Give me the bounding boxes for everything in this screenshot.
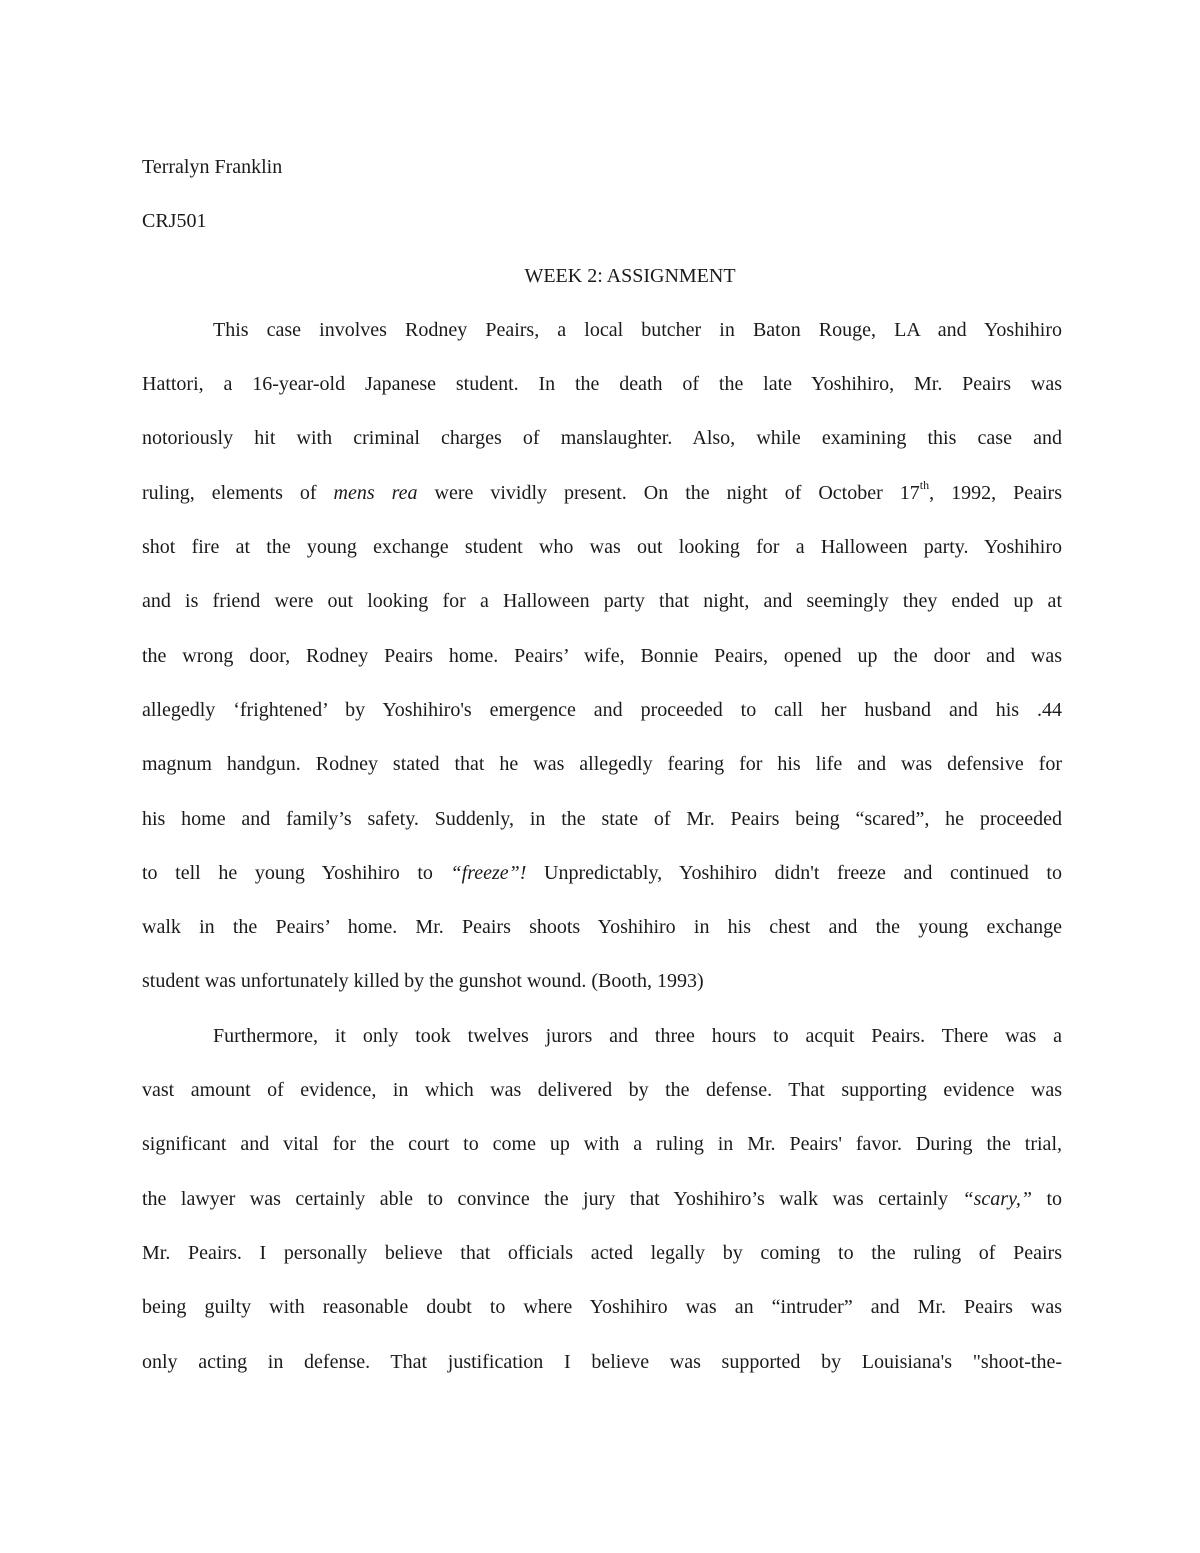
paragraph-1-line: his home and family’s safety. Suddenly, in the state of Mr. Peairs being “scared”, he proceeded [142,807,1062,830]
text-run: to [1031,1187,1062,1210]
ordinal-superscript: th [919,478,930,493]
course-code: CRJ501 [142,210,207,233]
text-run: , 1992, Peairs [929,481,1062,504]
italic-term: mens rea [333,481,418,504]
paragraph-2-line: significant and vital for the court to come up with a ruling in Mr. Peairs' favor. During the trial, [142,1133,1062,1156]
author-name: Terralyn Franklin [142,156,283,178]
paragraph-2-line: being guilty with reasonable doubt to where Yoshihiro was an “intruder” and Mr. Peairs was [142,1296,1062,1319]
paragraph-1-line: shot fire at the young exchange student who was out looking for a Halloween party. Yoshihiro [142,536,1062,559]
assignment-title [142,249,1062,303]
paragraph-2 [142,1009,1062,1389]
paragraph-2-line: Furthermore, it only took twelves jurors and three hours to acquit Peairs. There was a [213,1024,1062,1047]
text-run: Unpredictably, Yoshihiro didn't freeze and continued to [526,861,1062,884]
paragraph-2-line [142,1172,1062,1226]
paragraph-1-line: Hattori, a 16-year-old Japanese student. In the death of the late Yoshihiro, Mr. Peairs was [142,373,1062,396]
paragraph-2-line: vast amount of evidence, in which was delivered by the defense. That supporting evidence was [142,1079,1062,1102]
paragraph-1-line: student was unfortunately killed by the gunshot wound. (Booth, 1993) [142,970,704,993]
paragraph-1-line [142,466,1062,520]
italic-quote: “freeze”! [450,861,527,884]
assignment-title-text: WEEK 2: ASSIGNMENT [524,264,736,287]
text-run: were vividly present. On the night of October 17 [417,481,920,504]
paragraph-1-line: and is friend were out looking for a Halloween party that night, and seemingly they ended up at [142,590,1062,613]
paragraph-1-line: walk in the Peairs’ home. Mr. Peairs shoots Yoshihiro in his chest and the young exchange [142,916,1062,939]
paragraph-1-line: This case involves Rodney Peairs, a local butcher in Baton Rouge, LA and Yoshihiro [213,318,1062,341]
text-run: to tell he young Yoshihiro to [142,861,451,884]
paragraph-1-line: allegedly ‘frightened’ by Yoshihiro's emergence and proceeded to call her husband and his .44 [142,698,1062,721]
text-run: ruling, elements of [142,481,334,504]
italic-quote: “scary,” [962,1187,1032,1210]
paragraph-1-line: the wrong door, Rodney Peairs home. Peairs’ wife, Bonnie Peairs, opened up the door and was [142,644,1062,667]
document-body [142,140,1062,1389]
paragraph-2-line: only acting in defense. That justification I believe was supported by Louisiana's "shoot-the- [142,1350,1062,1373]
paragraph-1-line: notoriously hit with criminal charges of manslaughter. Also, while examining this case and [142,427,1062,450]
text-run: the lawyer was certainly able to convince the jury that Yoshihiro’s walk was certainly [142,1187,963,1210]
paragraph-1-line [142,846,1062,900]
paragraph-2-line: Mr. Peairs. I personally believe that officials acted legally by coming to the ruling of Peairs [142,1241,1062,1264]
paragraph-1-line: magnum handgun. Rodney stated that he was allegedly fearing for his life and was defensive for [142,753,1062,776]
paragraph-1 [142,303,1062,1009]
